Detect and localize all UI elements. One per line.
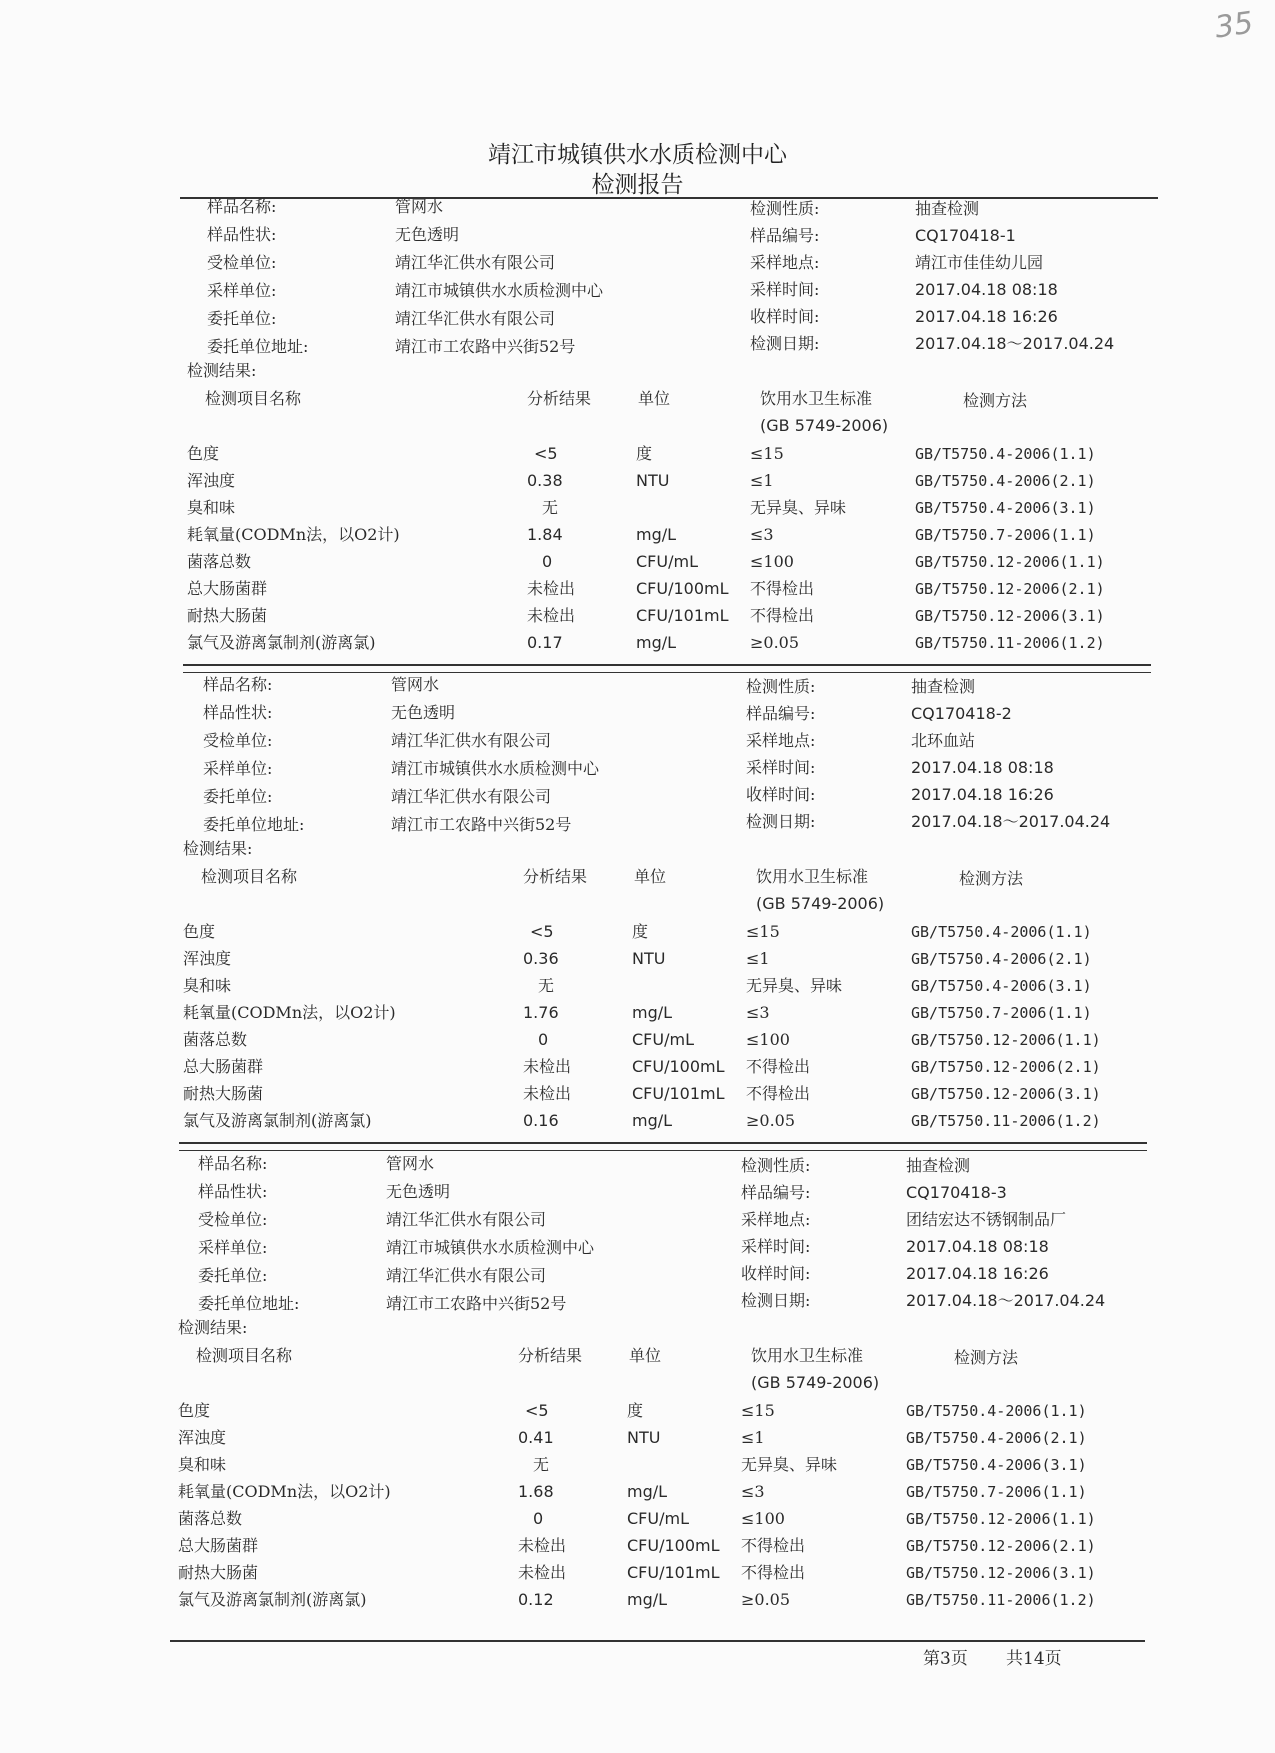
cell-method: GB/T5750.12-2006(1.1) — [915, 553, 1105, 571]
cell-unit: 度 — [632, 922, 649, 941]
cell-unit: CFU/101mL — [627, 1563, 720, 1582]
value-sample-state: 无色透明 — [395, 225, 460, 244]
value-test-date: 2017.04.18～2017.04.24 — [911, 812, 1111, 831]
cell-method: GB/T5750.12-2006(1.1) — [911, 1031, 1101, 1049]
label-receiving-time: 收样时间: — [750, 307, 820, 326]
label-sampling-time: 采样时间: — [746, 758, 816, 777]
header-divider — [180, 197, 1158, 199]
cell-result: 0 — [533, 1509, 544, 1528]
label-client-unit: 委托单位: — [203, 787, 273, 806]
cell-item: 菌落总数 — [183, 1030, 248, 1049]
cell-method: GB/T5750.11-2006(1.2) — [911, 1112, 1101, 1130]
cell-standard: 不得检出 — [750, 606, 815, 625]
handwritten-page-number: 35 — [1212, 5, 1256, 46]
cell-result: 无 — [533, 1455, 550, 1474]
cell-unit: mg/L — [636, 633, 677, 652]
cell-unit: NTU — [632, 949, 666, 968]
column-header-standard-code: (GB 5749-2006) — [751, 1373, 880, 1392]
label-inspected-unit: 受检单位: — [198, 1210, 268, 1229]
cell-result: 无 — [542, 498, 559, 517]
label-sample-no: 样品编号: — [750, 226, 820, 245]
section-divider-thin — [183, 672, 1151, 673]
value-sampling-time: 2017.04.18 08:18 — [911, 758, 1054, 777]
value-sample-no: CQ170418-1 — [915, 226, 1016, 245]
cell-standard: ≤100 — [746, 1030, 790, 1049]
cell-method: GB/T5750.4-2006(3.1) — [911, 977, 1092, 995]
cell-unit: NTU — [627, 1428, 661, 1447]
cell-standard: 不得检出 — [741, 1563, 806, 1582]
report-title: 检测报告 — [591, 172, 684, 198]
cell-result: 0 — [542, 552, 553, 571]
footer-divider — [170, 1640, 1145, 1642]
cell-unit: NTU — [636, 471, 670, 490]
cell-method: GB/T5750.4-2006(1.1) — [911, 923, 1092, 941]
label-test-nature: 检测性质: — [741, 1156, 811, 1175]
cell-standard: ≤1 — [746, 949, 770, 968]
cell-standard: ≥0.05 — [750, 633, 800, 652]
section-divider — [179, 1142, 1147, 1144]
cell-method: GB/T5750.12-2006(3.1) — [911, 1085, 1101, 1103]
cell-unit: CFU/100mL — [627, 1536, 720, 1555]
cell-standard: ≤3 — [741, 1482, 765, 1501]
column-header-method: 检测方法 — [963, 391, 1028, 410]
cell-item: 菌落总数 — [187, 552, 252, 571]
cell-item: 氯气及游离氯制剂(游离氯) — [187, 633, 376, 652]
label-client-unit: 委托单位: — [207, 309, 277, 328]
cell-item: 耗氧量(CODMn法，以O2计) — [187, 525, 400, 544]
value-sampling-time: 2017.04.18 08:18 — [906, 1237, 1049, 1256]
cell-result: 未检出 — [527, 606, 576, 625]
cell-item: 臭和味 — [178, 1455, 227, 1474]
cell-result: 0.16 — [523, 1111, 559, 1130]
label-client-address: 委托单位地址: — [203, 815, 305, 834]
section-divider-thin — [179, 1150, 1147, 1151]
value-receiving-time: 2017.04.18 16:26 — [915, 307, 1058, 326]
value-test-date: 2017.04.18～2017.04.24 — [906, 1291, 1106, 1310]
cell-item: 耗氧量(CODMn法，以O2计) — [183, 1003, 396, 1022]
cell-result: 0.41 — [518, 1428, 554, 1447]
label-inspected-unit: 受检单位: — [207, 253, 277, 272]
cell-result: <5 — [525, 1401, 549, 1420]
value-sampling-unit: 靖江市城镇供水水质检测中心 — [391, 759, 600, 778]
cell-method: GB/T5750.12-2006(3.1) — [906, 1564, 1096, 1582]
cell-item: 总大肠菌群 — [183, 1057, 264, 1076]
value-inspected-unit: 靖江华汇供水有限公司 — [391, 731, 552, 750]
label-sample-state: 样品性状: — [203, 703, 273, 722]
cell-standard: ≥0.05 — [741, 1590, 791, 1609]
cell-item: 耐热大肠菌 — [178, 1563, 259, 1582]
cell-item: 浑浊度 — [183, 949, 232, 968]
cell-item: 氯气及游离氯制剂(游离氯) — [183, 1111, 372, 1130]
cell-standard: 不得检出 — [746, 1057, 811, 1076]
cell-standard: ≤15 — [746, 922, 780, 941]
cell-item: 总大肠菌群 — [187, 579, 268, 598]
cell-standard: ≤15 — [741, 1401, 775, 1420]
cell-method: GB/T5750.12-2006(2.1) — [906, 1537, 1096, 1555]
cell-result: 无 — [538, 976, 555, 995]
cell-result: 0.36 — [523, 949, 559, 968]
cell-standard: 不得检出 — [746, 1084, 811, 1103]
cell-method: GB/T5750.7-2006(1.1) — [906, 1483, 1087, 1501]
value-sample-name: 管网水 — [386, 1154, 435, 1173]
cell-method: GB/T5750.4-2006(2.1) — [906, 1429, 1087, 1447]
cell-result: 0.12 — [518, 1590, 554, 1609]
cell-unit: CFU/mL — [636, 552, 698, 571]
cell-method: GB/T5750.12-2006(2.1) — [915, 580, 1105, 598]
cell-standard: 无异臭、异味 — [741, 1455, 838, 1474]
label-sample-no: 样品编号: — [746, 704, 816, 723]
value-test-nature: 抽查检测 — [906, 1156, 971, 1175]
value-inspected-unit: 靖江华汇供水有限公司 — [395, 253, 556, 272]
cell-unit: CFU/101mL — [632, 1084, 725, 1103]
value-client-address: 靖江市工农路中兴街52号 — [386, 1294, 567, 1313]
value-client-address: 靖江市工农路中兴街52号 — [391, 815, 572, 834]
cell-standard: ≥0.05 — [746, 1111, 796, 1130]
column-header-result: 分析结果 — [527, 389, 592, 408]
cell-result: 未检出 — [518, 1536, 567, 1555]
label-receiving-time: 收样时间: — [746, 785, 816, 804]
label-sampling-time: 采样时间: — [750, 280, 820, 299]
label-test-date: 检测日期: — [746, 812, 816, 831]
value-test-date: 2017.04.18～2017.04.24 — [915, 334, 1115, 353]
value-test-nature: 抽查检测 — [911, 677, 976, 696]
cell-method: GB/T5750.12-2006(1.1) — [906, 1510, 1096, 1528]
value-client-unit: 靖江华汇供水有限公司 — [395, 309, 556, 328]
column-header-item: 检测项目名称 — [201, 867, 298, 886]
cell-method: GB/T5750.7-2006(1.1) — [915, 526, 1096, 544]
label-sampling-unit: 采样单位: — [207, 281, 277, 300]
value-client-unit: 靖江华汇供水有限公司 — [391, 787, 552, 806]
value-sampling-place: 靖江市佳佳幼儿园 — [915, 253, 1044, 272]
page-indicator: 第3页 — [923, 1649, 968, 1669]
cell-item: 臭和味 — [187, 498, 236, 517]
label-sample-state: 样品性状: — [207, 225, 277, 244]
label-test-nature: 检测性质: — [750, 199, 820, 218]
page-total: 共14页 — [1006, 1649, 1062, 1669]
value-sampling-unit: 靖江市城镇供水水质检测中心 — [395, 281, 604, 300]
section-divider — [183, 664, 1151, 666]
cell-standard: 无异臭、异味 — [750, 498, 847, 517]
cell-standard: 不得检出 — [750, 579, 815, 598]
column-header-unit: 单位 — [634, 867, 667, 886]
value-client-unit: 靖江华汇供水有限公司 — [386, 1266, 547, 1285]
cell-result: 未检出 — [527, 579, 576, 598]
value-sample-state: 无色透明 — [391, 703, 456, 722]
cell-method: GB/T5750.11-2006(1.2) — [906, 1591, 1096, 1609]
value-inspected-unit: 靖江华汇供水有限公司 — [386, 1210, 547, 1229]
cell-item: 菌落总数 — [178, 1509, 243, 1528]
cell-standard: 不得检出 — [741, 1536, 806, 1555]
cell-unit: mg/L — [627, 1590, 668, 1609]
cell-result: 0 — [538, 1030, 549, 1049]
column-header-unit: 单位 — [638, 389, 671, 408]
cell-standard: ≤100 — [750, 552, 794, 571]
results-heading: 检测结果: — [178, 1318, 248, 1337]
label-sampling-unit: 采样单位: — [198, 1238, 268, 1257]
label-sampling-place: 采样地点: — [746, 731, 816, 750]
value-sample-no: CQ170418-2 — [911, 704, 1012, 723]
column-header-standard-code: (GB 5749-2006) — [760, 416, 889, 435]
value-sample-name: 管网水 — [391, 675, 440, 694]
cell-unit: CFU/101mL — [636, 606, 729, 625]
column-header-standard-code: (GB 5749-2006) — [756, 894, 885, 913]
cell-standard: ≤15 — [750, 444, 784, 463]
label-test-nature: 检测性质: — [746, 677, 816, 696]
results-heading: 检测结果: — [183, 839, 253, 858]
cell-item: 浑浊度 — [178, 1428, 227, 1447]
cell-item: 耗氧量(CODMn法，以O2计) — [178, 1482, 391, 1501]
label-sampling-place: 采样地点: — [741, 1210, 811, 1229]
cell-method: GB/T5750.11-2006(1.2) — [915, 634, 1105, 652]
column-header-result: 分析结果 — [518, 1346, 583, 1365]
cell-method: GB/T5750.4-2006(1.1) — [915, 445, 1096, 463]
cell-result: <5 — [534, 444, 558, 463]
cell-result: 0.38 — [527, 471, 563, 490]
cell-unit: CFU/mL — [632, 1030, 694, 1049]
cell-standard: ≤3 — [746, 1003, 770, 1022]
label-client-unit: 委托单位: — [198, 1266, 268, 1285]
label-sampling-unit: 采样单位: — [203, 759, 273, 778]
org-title: 靖江市城镇供水水质检测中心 — [488, 142, 787, 168]
cell-method: GB/T5750.4-2006(2.1) — [915, 472, 1096, 490]
cell-unit: 度 — [627, 1401, 644, 1420]
cell-result: 未检出 — [523, 1084, 572, 1103]
cell-standard: ≤1 — [750, 471, 774, 490]
cell-result: 1.84 — [527, 525, 563, 544]
label-test-date: 检测日期: — [750, 334, 820, 353]
label-sample-state: 样品性状: — [198, 1182, 268, 1201]
label-client-address: 委托单位地址: — [207, 337, 309, 356]
cell-item: 氯气及游离氯制剂(游离氯) — [178, 1590, 367, 1609]
cell-item: 耐热大肠菌 — [183, 1084, 264, 1103]
cell-method: GB/T5750.7-2006(1.1) — [911, 1004, 1092, 1022]
cell-result: 1.68 — [518, 1482, 554, 1501]
value-sample-no: CQ170418-3 — [906, 1183, 1007, 1202]
cell-unit: mg/L — [627, 1482, 668, 1501]
cell-result: 未检出 — [523, 1057, 572, 1076]
column-header-standard: 饮用水卫生标准 — [751, 1346, 864, 1365]
column-header-unit: 单位 — [629, 1346, 662, 1365]
column-header-standard: 饮用水卫生标准 — [760, 389, 873, 408]
column-header-result: 分析结果 — [523, 867, 588, 886]
cell-method: GB/T5750.4-2006(3.1) — [915, 499, 1096, 517]
label-test-date: 检测日期: — [741, 1291, 811, 1310]
cell-unit: mg/L — [632, 1003, 673, 1022]
label-sampling-time: 采样时间: — [741, 1237, 811, 1256]
column-header-item: 检测项目名称 — [196, 1346, 293, 1365]
cell-result: 0.17 — [527, 633, 563, 652]
cell-standard: ≤3 — [750, 525, 774, 544]
cell-unit: CFU/mL — [627, 1509, 689, 1528]
value-receiving-time: 2017.04.18 16:26 — [906, 1264, 1049, 1283]
column-header-method: 检测方法 — [959, 869, 1024, 888]
value-test-nature: 抽查检测 — [915, 199, 980, 218]
cell-standard: ≤100 — [741, 1509, 785, 1528]
cell-unit: CFU/100mL — [632, 1057, 725, 1076]
cell-method: GB/T5750.4-2006(2.1) — [911, 950, 1092, 968]
cell-unit: 度 — [636, 444, 653, 463]
cell-standard: ≤1 — [741, 1428, 765, 1447]
column-header-standard: 饮用水卫生标准 — [756, 867, 869, 886]
cell-method: GB/T5750.4-2006(1.1) — [906, 1402, 1087, 1420]
cell-unit: mg/L — [636, 525, 677, 544]
cell-method: GB/T5750.4-2006(3.1) — [906, 1456, 1087, 1474]
label-sample-name: 样品名称: — [203, 675, 273, 694]
cell-standard: 无异臭、异味 — [746, 976, 843, 995]
value-receiving-time: 2017.04.18 16:26 — [911, 785, 1054, 804]
cell-unit: mg/L — [632, 1111, 673, 1130]
label-receiving-time: 收样时间: — [741, 1264, 811, 1283]
value-sampling-place: 团结宏达不锈钢制品厂 — [906, 1210, 1067, 1229]
label-sample-no: 样品编号: — [741, 1183, 811, 1202]
cell-item: 耐热大肠菌 — [187, 606, 268, 625]
label-sample-name: 样品名称: — [207, 197, 277, 216]
cell-method: GB/T5750.12-2006(2.1) — [911, 1058, 1101, 1076]
cell-result: <5 — [530, 922, 554, 941]
cell-unit: CFU/100mL — [636, 579, 729, 598]
cell-item: 浑浊度 — [187, 471, 236, 490]
results-heading: 检测结果: — [187, 361, 257, 380]
cell-method: GB/T5750.12-2006(3.1) — [915, 607, 1105, 625]
cell-item: 臭和味 — [183, 976, 232, 995]
value-sampling-time: 2017.04.18 08:18 — [915, 280, 1058, 299]
cell-item: 色度 — [178, 1401, 211, 1420]
cell-item: 色度 — [187, 444, 220, 463]
cell-item: 色度 — [183, 922, 216, 941]
column-header-item: 检测项目名称 — [205, 389, 302, 408]
value-sample-name: 管网水 — [395, 197, 444, 216]
cell-result: 1.76 — [523, 1003, 559, 1022]
value-client-address: 靖江市工农路中兴街52号 — [395, 337, 576, 356]
label-sample-name: 样品名称: — [198, 1154, 268, 1173]
value-sample-state: 无色透明 — [386, 1182, 451, 1201]
label-sampling-place: 采样地点: — [750, 253, 820, 272]
value-sampling-place: 北环血站 — [911, 731, 976, 750]
label-client-address: 委托单位地址: — [198, 1294, 300, 1313]
value-sampling-unit: 靖江市城镇供水水质检测中心 — [386, 1238, 595, 1257]
label-inspected-unit: 受检单位: — [203, 731, 273, 750]
column-header-method: 检测方法 — [954, 1348, 1019, 1367]
cell-item: 总大肠菌群 — [178, 1536, 259, 1555]
cell-result: 未检出 — [518, 1563, 567, 1582]
